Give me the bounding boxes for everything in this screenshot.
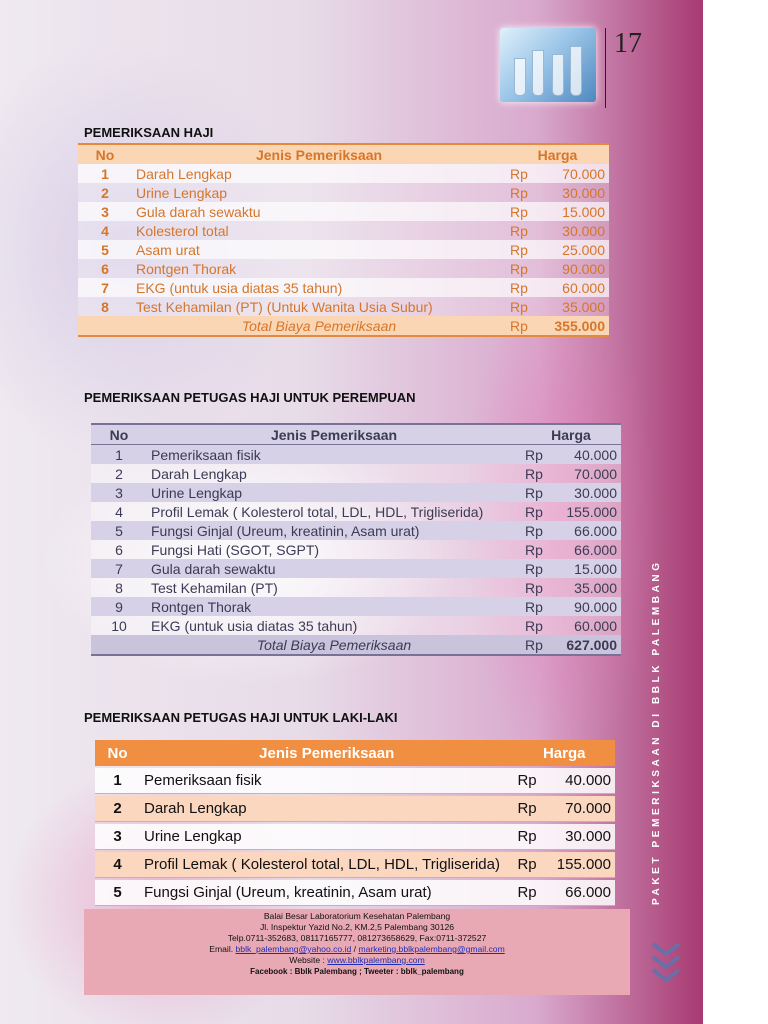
header-harga: Harga xyxy=(506,144,609,164)
table-laki-laki xyxy=(95,740,615,906)
row-exam-name: Urine Lengkap xyxy=(140,824,513,850)
row-currency: Rp xyxy=(506,297,542,316)
row-price: 70.000 xyxy=(557,464,621,483)
table-header-row xyxy=(78,144,609,164)
total-rp: Rp xyxy=(521,635,557,655)
row-number: 6 xyxy=(78,259,132,278)
right-margin-strip xyxy=(703,0,768,1024)
table-row xyxy=(95,768,615,794)
row-exam-name: Test Kehamilan (PT) xyxy=(147,578,521,597)
footer-contact xyxy=(84,909,630,995)
row-currency: Rp xyxy=(506,202,542,221)
table-row xyxy=(91,483,621,502)
row-price: 90.000 xyxy=(557,597,621,616)
row-number: 4 xyxy=(95,852,140,878)
row-number: 5 xyxy=(95,880,140,906)
table-row xyxy=(91,578,621,597)
row-exam-name: Fungsi Ginjal (Ureum, kreatinin, Asam urat) xyxy=(140,880,513,906)
row-exam-name: Gula darah sewaktu xyxy=(132,202,506,221)
header-no: No xyxy=(95,740,140,766)
row-exam-name: Pemeriksaan fisik xyxy=(147,445,521,465)
table-row xyxy=(78,297,609,316)
table-row xyxy=(91,597,621,616)
table-row xyxy=(91,616,621,635)
row-number: 7 xyxy=(91,559,147,578)
row-price: 15.000 xyxy=(542,202,609,221)
row-currency: Rp xyxy=(521,540,557,559)
chevron-down-icon xyxy=(650,940,682,986)
header-harga: Harga xyxy=(521,424,621,445)
row-number: 3 xyxy=(91,483,147,502)
row-currency: Rp xyxy=(506,259,542,278)
row-price: 66.000 xyxy=(557,540,621,559)
table-row xyxy=(78,278,609,297)
row-number: 6 xyxy=(91,540,147,559)
table-header-row xyxy=(91,424,621,445)
section-title-haji: PEMERIKSAAN HAJI xyxy=(84,125,214,140)
row-price: 30.000 xyxy=(542,183,609,202)
table-row xyxy=(91,540,621,559)
row-price: 35.000 xyxy=(542,297,609,316)
table-row xyxy=(95,880,615,906)
row-exam-name: EKG (untuk usia diatas 35 tahun) xyxy=(132,278,506,297)
total-label: Total Biaya Pemeriksaan xyxy=(132,316,506,336)
website-link[interactable]: www.bblkpalembang.com xyxy=(327,955,425,965)
row-number: 1 xyxy=(91,445,147,465)
row-price: 25.000 xyxy=(542,240,609,259)
row-exam-name: Fungsi Hati (SGOT, SGPT) xyxy=(147,540,521,559)
table-row xyxy=(91,464,621,483)
row-currency: Rp xyxy=(521,616,557,635)
header-no: No xyxy=(78,144,132,164)
row-number: 2 xyxy=(78,183,132,202)
row-exam-name: Darah Lengkap xyxy=(147,464,521,483)
row-currency: Rp xyxy=(513,768,552,794)
email-link-gmail[interactable]: marketing.bblkpalembang@gmail.com xyxy=(358,944,505,954)
table-row xyxy=(91,559,621,578)
row-number: 3 xyxy=(95,824,140,850)
row-currency: Rp xyxy=(521,559,557,578)
row-exam-name: Profil Lemak ( Kolesterol total, LDL, HDL, Trigliserida) xyxy=(140,852,513,878)
row-price: 60.000 xyxy=(542,278,609,297)
total-rp: Rp xyxy=(506,316,542,336)
table-row xyxy=(78,183,609,202)
row-number: 1 xyxy=(95,768,140,794)
row-price: 90.000 xyxy=(542,259,609,278)
row-exam-name: Fungsi Ginjal (Ureum, kreatinin, Asam urat) xyxy=(147,521,521,540)
total-value: 355.000 xyxy=(542,316,609,336)
row-price: 30.000 xyxy=(553,824,615,850)
row-number: 3 xyxy=(78,202,132,221)
row-currency: Rp xyxy=(513,824,552,850)
table-row xyxy=(95,796,615,822)
row-number: 10 xyxy=(91,616,147,635)
row-price: 66.000 xyxy=(553,880,615,906)
row-exam-name: Rontgen Thorak xyxy=(132,259,506,278)
row-currency: Rp xyxy=(521,578,557,597)
row-exam-name: Test Kehamilan (PT) (Untuk Wanita Usia Subur) xyxy=(132,297,506,316)
row-price: 30.000 xyxy=(557,483,621,502)
row-exam-name: EKG (untuk usia diatas 35 tahun) xyxy=(147,616,521,635)
lab-test-tubes-photo xyxy=(500,28,596,102)
table-haji xyxy=(78,143,609,337)
table-row xyxy=(91,445,621,465)
row-price: 60.000 xyxy=(557,616,621,635)
side-banner-text: PAKET PEMERIKSAAN DI BBLK PALEMBANG xyxy=(651,559,662,905)
section-title-laki-laki: PEMERIKSAAN PETUGAS HAJI UNTUK LAKI-LAKI xyxy=(84,710,398,725)
footer-phone: Telp.0711-352683, 08117165777, 081273658629, Fax:0711-372527 xyxy=(227,933,487,943)
header-jenis: Jenis Pemeriksaan xyxy=(140,740,513,766)
row-exam-name: Urine Lengkap xyxy=(132,183,506,202)
header-jenis: Jenis Pemeriksaan xyxy=(132,144,506,164)
row-exam-name: Profil Lemak ( Kolesterol total, LDL, HDL, Trigliserida) xyxy=(147,502,521,521)
table-perempuan xyxy=(91,423,621,656)
total-label: Total Biaya Pemeriksaan xyxy=(147,635,521,655)
table-header-row xyxy=(95,740,615,766)
footer-social: Facebook : Bblk Palembang ; Tweeter : bblk_palembang xyxy=(250,967,464,976)
table-row xyxy=(95,824,615,850)
header-divider xyxy=(605,28,606,108)
row-currency: Rp xyxy=(521,597,557,616)
row-price: 15.000 xyxy=(557,559,621,578)
row-exam-name: Darah Lengkap xyxy=(140,796,513,822)
header-harga: Harga xyxy=(513,740,615,766)
row-currency: Rp xyxy=(513,852,552,878)
row-price: 30.000 xyxy=(542,221,609,240)
row-exam-name: Asam urat xyxy=(132,240,506,259)
row-number: 2 xyxy=(95,796,140,822)
header-jenis: Jenis Pemeriksaan xyxy=(147,424,521,445)
footer-institution: Balai Besar Laboratorium Kesehatan Palembang xyxy=(263,911,451,921)
total-value: 627.000 xyxy=(557,635,621,655)
table-row xyxy=(91,521,621,540)
row-price: 35.000 xyxy=(557,578,621,597)
total-row xyxy=(78,316,609,336)
row-number: 2 xyxy=(91,464,147,483)
row-exam-name: Kolesterol total xyxy=(132,221,506,240)
row-exam-name: Darah Lengkap xyxy=(132,164,506,183)
row-number: 1 xyxy=(78,164,132,183)
row-exam-name: Gula darah sewaktu xyxy=(147,559,521,578)
row-price: 66.000 xyxy=(557,521,621,540)
footer-website xyxy=(84,955,630,966)
row-currency: Rp xyxy=(521,483,557,502)
section-title-perempuan: PEMERIKSAAN PETUGAS HAJI UNTUK PEREMPUAN xyxy=(84,390,416,405)
table-row xyxy=(91,502,621,521)
row-currency: Rp xyxy=(506,278,542,297)
row-price: 70.000 xyxy=(542,164,609,183)
row-number: 8 xyxy=(78,297,132,316)
row-number: 4 xyxy=(78,221,132,240)
table-row xyxy=(95,852,615,878)
email-label: Email. xyxy=(209,944,236,954)
page-number: 17 xyxy=(614,28,642,59)
row-currency: Rp xyxy=(521,502,557,521)
table-row xyxy=(78,240,609,259)
total-row xyxy=(91,635,621,655)
header-no: No xyxy=(91,424,147,445)
website-label: Website : xyxy=(289,955,328,965)
row-price: 70.000 xyxy=(553,796,615,822)
table-row xyxy=(78,202,609,221)
row-exam-name: Rontgen Thorak xyxy=(147,597,521,616)
row-exam-name: Pemeriksaan fisik xyxy=(140,768,513,794)
table-row xyxy=(78,259,609,278)
row-number: 4 xyxy=(91,502,147,521)
row-exam-name: Urine Lengkap xyxy=(147,483,521,502)
row-price: 155.000 xyxy=(553,852,615,878)
table-row xyxy=(78,221,609,240)
email-link-yahoo[interactable]: bblk_palembang@yahoo.co.id xyxy=(235,944,352,954)
footer-email xyxy=(84,944,630,955)
row-price: 40.000 xyxy=(557,445,621,465)
row-currency: Rp xyxy=(513,796,552,822)
row-currency: Rp xyxy=(506,164,542,183)
row-number: 5 xyxy=(91,521,147,540)
row-currency: Rp xyxy=(506,221,542,240)
row-number: 5 xyxy=(78,240,132,259)
row-currency: Rp xyxy=(506,240,542,259)
row-currency: Rp xyxy=(513,880,552,906)
row-price: 40.000 xyxy=(553,768,615,794)
table-row xyxy=(78,164,609,183)
row-currency: Rp xyxy=(521,464,557,483)
row-currency: Rp xyxy=(521,521,557,540)
email-separator: / xyxy=(351,944,359,954)
row-currency: Rp xyxy=(506,183,542,202)
row-price: 155.000 xyxy=(557,502,621,521)
row-number: 7 xyxy=(78,278,132,297)
footer-address: Jl. Inspektur Yazid No.2, KM.2,5 Palembang 30126 xyxy=(259,922,455,932)
row-currency: Rp xyxy=(521,445,557,465)
row-number: 8 xyxy=(91,578,147,597)
row-number: 9 xyxy=(91,597,147,616)
